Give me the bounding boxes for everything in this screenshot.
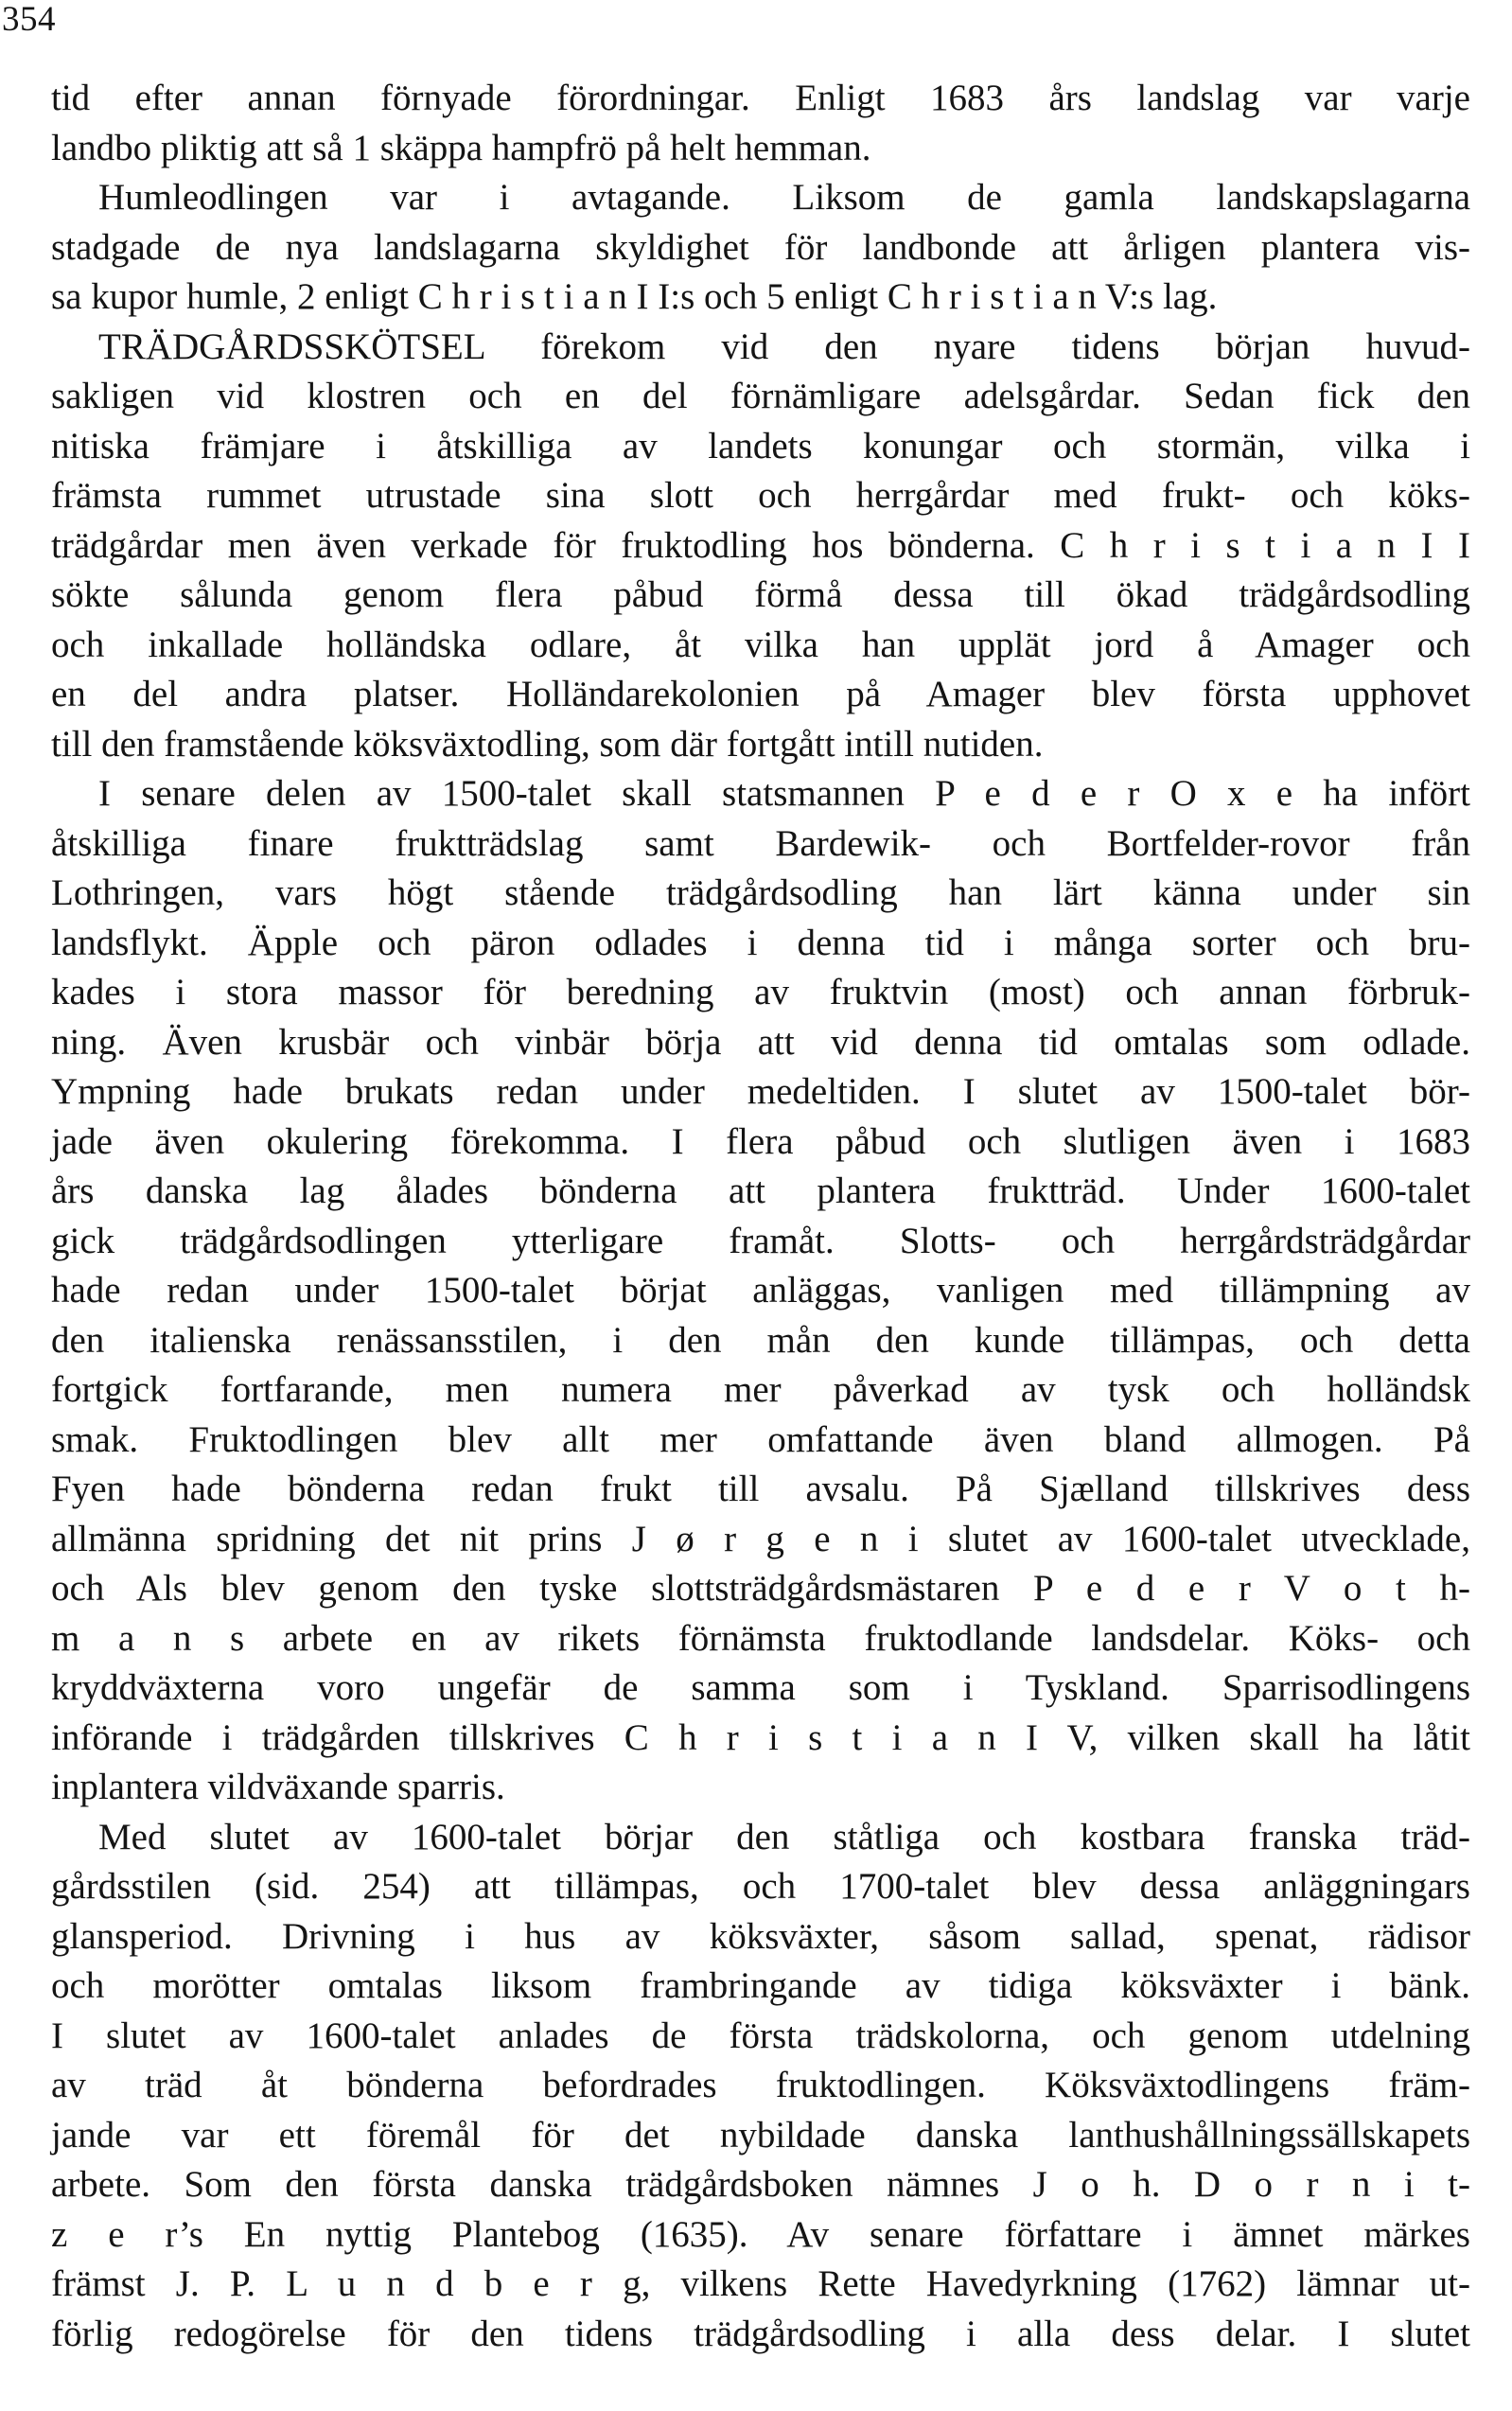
text-line: kades i stora massor för beredning av fruktvin (most) och annan förbruk-: [51, 972, 1470, 1012]
page-number: 354: [2, 0, 56, 39]
text-line: TRÄDGÅRDSSKÖTSEL förekom vid den nyare tidens början huvud-: [98, 326, 1470, 367]
text-line: tid efter annan förnyade förordningar. Enligt 1683 års landslag var varje: [51, 78, 1470, 118]
text-line: och morötter omtalas liksom frambringande av tidiga köksväxter i bänk.: [51, 1965, 1470, 2006]
text-line: inplantera vildväxande sparris.: [51, 1767, 505, 1807]
text-line: sökte sålunda genom flera påbud förmå dessa till ökad trädgårdsodling: [51, 574, 1470, 615]
text-line: gårdsstilen (sid. 254) att tillämpas, och 1700-talet blev dessa anläggningars: [51, 1866, 1470, 1907]
text-line: fortgick fortfarande, men numera mer påverkad av tysk och holländsk: [51, 1369, 1470, 1410]
text-line: främst J. P. L u n d b e r g, vilkens Rette Havedyrkning (1762) lämnar ut-: [51, 2263, 1470, 2304]
text-line: smak. Fruktodlingen blev allt mer omfattande även bland allmogen. På: [51, 1418, 1470, 1460]
text-line: Ympning hade brukats redan under medeltiden. I slutet av 1500-talet bör-: [51, 1071, 1470, 1112]
text-line: I slutet av 1600-talet anlades de första trädskolorna, och genom utdelning: [51, 2015, 1470, 2056]
text-line: åtskilliga finare fruktträdslag samt Bardewik- och Bortfelder-rovor från: [51, 822, 1470, 864]
body-text: [51, 74, 1470, 2359]
text-line: förlig redogörelse för den tidens trädgårdsodling i alla dess delar. I slutet: [51, 2313, 1470, 2354]
text-line: I senare delen av 1500-talet skall statsmannen P e d e r O x e ha infört: [98, 773, 1470, 814]
text-line: m a n s arbete en av rikets förnämsta fruktodlande landsdelar. Köks- och: [51, 1617, 1470, 1659]
text-line: jade även okulering förekomma. I flera påbud och slutligen även i 1683: [51, 1120, 1470, 1162]
text-line: en del andra platser. Holländarekolonien på Amager blev första upphovet: [51, 674, 1470, 714]
text-line: gick trädgårdsodlingen ytterligare framåt. Slotts- och herrgårdsträdgårdar: [51, 1220, 1470, 1261]
text-line: ning. Även krusbär och vinbär börja att vid denna tid omtalas som odlade.: [51, 1021, 1470, 1063]
text-line: års danska lag ålades bönderna att plantera fruktträd. Under 1600-talet: [51, 1170, 1470, 1211]
text-line: Lothringen, vars högt stående trädgårdsodling han lärt känna under sin: [51, 872, 1470, 913]
text-line: till den framstående köksväxtodling, som där fortgått intill nutiden.: [51, 723, 1044, 765]
text-line: allmänna spridning det nit prins J ø r g e n i slutet av 1600-talet utvecklade,: [51, 1518, 1470, 1559]
text-line: z e r’s En nyttig Plantebog (1635). Av senare författare i ämnet märkes: [51, 2213, 1470, 2255]
text-line: landsflykt. Äpple och päron odlades i denna tid i många sorter och bru-: [51, 922, 1470, 963]
text-line: sa kupor humle, 2 enligt C h r i s t i a n I I:s och 5 enligt C h r i s t i a n V:s lag.: [51, 276, 1218, 317]
text-line: och inkallade holländska odlare, åt vilka han upplät jord å Amager och: [51, 624, 1470, 665]
text-line: trädgårdar men även verkade för fruktodling hos bönderna. C h r i s t i a n I I: [51, 524, 1470, 566]
text-line: glansperiod. Drivning i hus av köksväxter, såsom sallad, spenat, rädisor: [51, 1915, 1470, 1957]
text-line: och Als blev genom den tyske slottsträdgårdsmästaren P e d e r V o t h-: [51, 1568, 1470, 1609]
text-line: Humleodlingen var i avtagande. Liksom de gamla landskapslagarna: [98, 177, 1470, 218]
text-line: av träd åt bönderna befordrades fruktodlingen. Köksväxtodlingens främ-: [51, 2065, 1470, 2105]
text-line: införande i trädgården tillskrives C h r i s t i a n I V, vilken skall ha låtit: [51, 1716, 1470, 1758]
text-line: Med slutet av 1600-talet börjar den ståtliga och kostbara franska träd-: [98, 1816, 1470, 1857]
text-line: arbete. Som den första danska trädgårdsboken nämnes J o h. D o r n i t-: [51, 2164, 1470, 2205]
text-line: jande var ett föremål för det nybildade danska lanthushållningssällskapets: [51, 2114, 1470, 2156]
text-line: landbo pliktig att så 1 skäppa hampfrö på helt hemman.: [51, 127, 871, 168]
text-line: nitiska främjare i åtskilliga av landets konungar och stormän, vilka i: [51, 425, 1470, 466]
text-line: Fyen hade bönderna redan frukt till avsalu. På Sjælland tillskrives dess: [51, 1469, 1470, 1509]
text-line: hade redan under 1500-talet börjat anläggas, vanligen med tillämpning av: [51, 1270, 1470, 1311]
text-line: främsta rummet utrustade sina slott och herrgårdar med frukt- och köks-: [51, 475, 1470, 516]
text-line: stadgade de nya landslagarna skyldighet för landbonde att årligen plantera vis-: [51, 226, 1470, 268]
text-line: kryddväxterna voro ungefär de samma som i Tyskland. Sparrisodlingens: [51, 1667, 1470, 1708]
text-line: den italienska renässansstilen, i den mån den kunde tillämpas, och detta: [51, 1319, 1470, 1361]
text-line: sakligen vid klostren och en del förnämligare adelsgårdar. Sedan fick den: [51, 376, 1470, 416]
